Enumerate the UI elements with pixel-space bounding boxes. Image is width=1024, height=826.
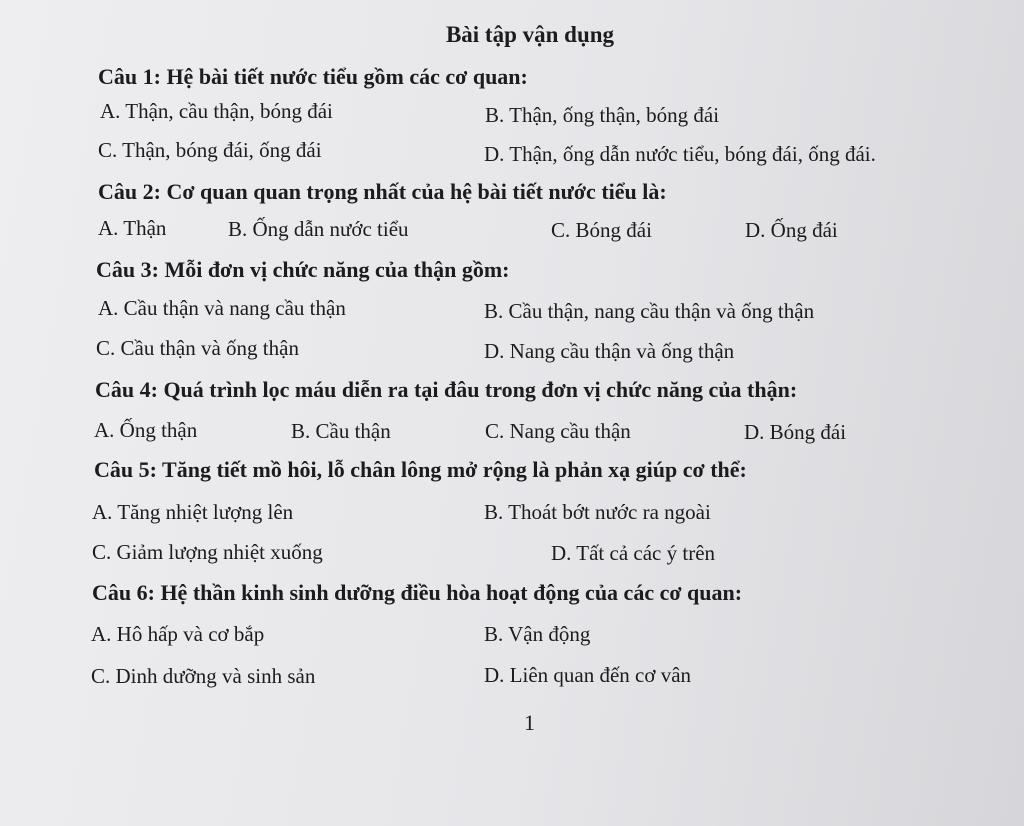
question-1-option-a: A. Thận, cầu thận, bóng đái [100, 99, 333, 123]
question-1-option-d: D. Thận, ống dẫn nước tiểu, bóng đái, ống đái. [484, 142, 876, 166]
question-6-option-d: D. Liên quan đến cơ vân [484, 663, 692, 687]
question-6-option-a: A. Hô hấp và cơ bắp [91, 622, 265, 646]
document-title: Bài tập vận dụng [445, 22, 615, 47]
question-4-option-c: C. Nang cầu thận [485, 419, 631, 443]
question-3-option-c: C. Cầu thận và ống thận [96, 336, 299, 360]
question-2: Câu 2: Cơ quan quan trọng nhất của hệ bài tiết nước tiểu là: [98, 179, 667, 204]
question-3-option-d: D. Nang cầu thận và ống thận [484, 339, 735, 363]
question-5-option-c: C. Giảm lượng nhiệt xuống [92, 540, 323, 564]
question-2-option-a: A. Thận [98, 216, 167, 240]
question-5-option-d: D. Tất cả các ý trên [551, 541, 716, 565]
question-6: Câu 6: Hệ thần kinh sinh dưỡng điều hòa hoạt động của các cơ quan: [92, 580, 743, 605]
question-5: Câu 5: Tăng tiết mồ hôi, lỗ chân lông mở rộng là phản xạ giúp cơ thể: [94, 457, 747, 482]
question-2-option-d: D. Ống đái [745, 218, 838, 242]
question-4-option-a: A. Ống thận [94, 418, 198, 442]
question-3-option-a: A. Cầu thận và nang cầu thận [98, 296, 346, 320]
question-6-option-b: B. Vận động [484, 622, 591, 646]
question-1-option-b: B. Thận, ống thận, bóng đái [485, 103, 720, 127]
page-number: 1 [524, 710, 535, 735]
question-3: Câu 3: Mỗi đơn vị chức năng của thận gồm: [96, 257, 510, 282]
question-2-option-c: C. Bóng đái [551, 218, 652, 242]
question-5-option-b: B. Thoát bớt nước ra ngoài [484, 500, 711, 524]
question-5-option-a: A. Tăng nhiệt lượng lên [92, 500, 294, 524]
question-4-option-d: D. Bóng đái [744, 420, 847, 444]
question-1: Câu 1: Hệ bài tiết nước tiểu gồm các cơ quan: [98, 64, 528, 89]
question-1-option-c: C. Thận, bóng đái, ống đái [98, 138, 322, 162]
question-3-option-b: B. Cầu thận, nang cầu thận và ống thận [484, 299, 815, 323]
question-6-option-c: C. Dinh dưỡng và sinh sản [91, 664, 316, 688]
question-4: Câu 4: Quá trình lọc máu diễn ra tại đâu trong đơn vị chức năng của thận: [95, 377, 798, 402]
question-2-option-b: B. Ống dẫn nước tiểu [228, 217, 409, 241]
question-4-option-b: B. Cầu thận [291, 419, 391, 443]
